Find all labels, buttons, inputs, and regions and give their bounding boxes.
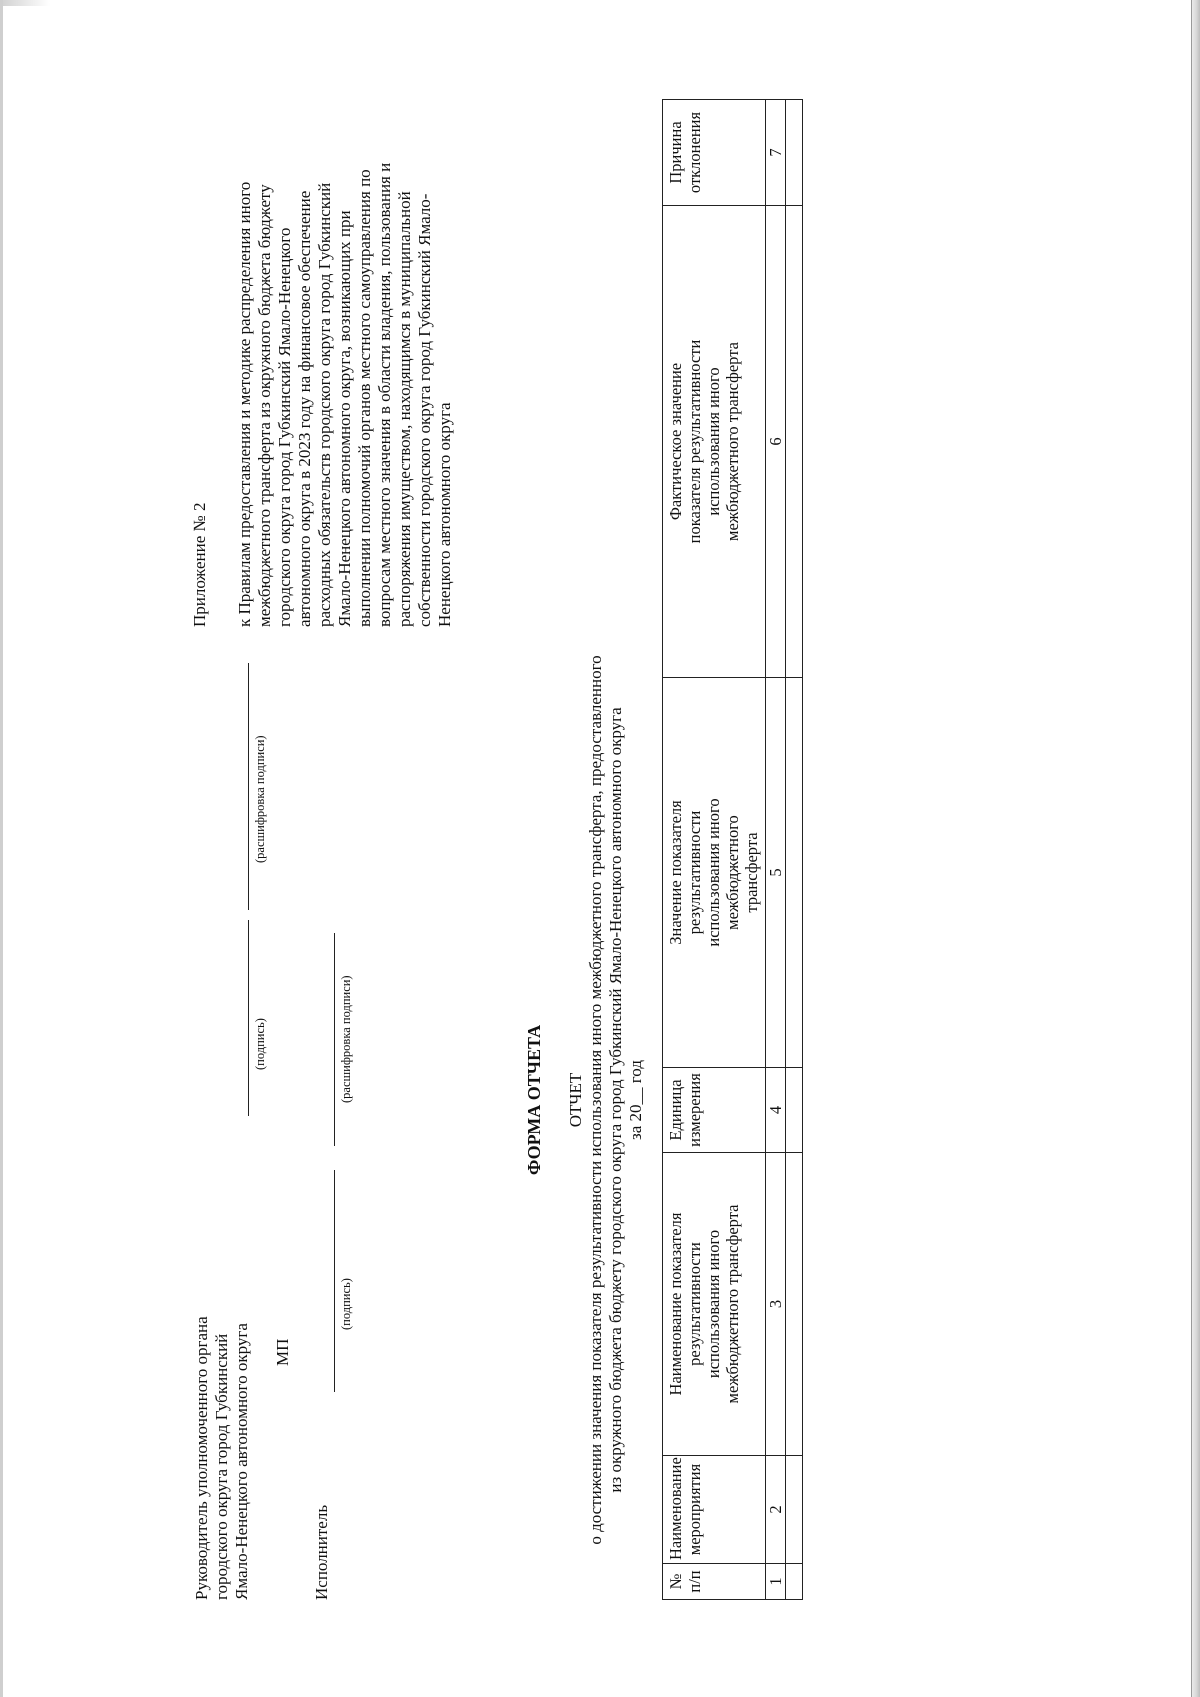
head-line: городского округа город Губкинский — [212, 1333, 231, 1600]
header-cell-event-name: Наименование мероприятия — [663, 1456, 766, 1564]
column-number: 6 — [766, 206, 786, 678]
empty-cell — [786, 678, 803, 1068]
rules-line: расходных обязательств городского округа город Губкинский — [315, 182, 334, 627]
report-subtitle-line: за 20__ год — [626, 1060, 645, 1140]
column-number: 4 — [766, 1068, 786, 1153]
rules-line: к Правилам предоставления и методике распределения иного — [235, 181, 254, 627]
empty-cell — [786, 1456, 803, 1564]
scan-corner-artifact — [0, 0, 50, 6]
rules-line: межбюджетного трансферта из окружного бюджета бюджету — [255, 184, 274, 627]
rules-line: распоряжения имуществом, находящимся в муниципальной — [395, 191, 414, 627]
table-empty-row — [786, 100, 803, 1600]
empty-cell — [786, 1153, 803, 1456]
report-subtitle-line: о достижении значения показателя результативности использования иного межбюджетного трансферта, предоставленного — [586, 655, 605, 1545]
header-cell-unit: Единица измерения — [663, 1068, 766, 1153]
report-table — [662, 99, 803, 1600]
empty-cell — [786, 1068, 803, 1153]
rules-line: автономного округа в 2023 году на финансовое обеспечение — [295, 190, 314, 627]
column-number: 5 — [766, 678, 786, 1068]
rules-line: вопросам местного значения в области владения, пользования и — [375, 162, 394, 627]
empty-cell — [786, 100, 803, 206]
rotated-document-page — [172, 0, 1200, 1600]
table-header-row — [663, 100, 766, 1600]
head-line: Руководитель уполномоченного органа — [192, 1316, 211, 1600]
head-signature-line — [248, 920, 249, 1116]
form-title: ФОРМА ОТЧЕТА — [524, 1024, 544, 1176]
report-subtitle-line: из окружного бюджета бюджету городского округа город Губкинский Ямало-Ненецкого автономного округа — [606, 707, 625, 1493]
head-signature-label: (подпись) — [253, 1018, 267, 1070]
rules-line: собственности городского округа город Губкинский Ямало- — [415, 193, 434, 627]
column-number: 7 — [766, 100, 786, 206]
header-cell-indicator-value: Значение показателя результативности использования иного межбюджетного трансферта — [663, 678, 766, 1068]
table-column-number-row — [766, 100, 786, 1600]
executor-signature-label: (подпись) — [339, 1278, 353, 1330]
head-line: Ямало-Ненецкого автономного округа — [232, 1323, 251, 1600]
appendix-title: Приложение № 2 — [190, 502, 209, 627]
scan-left-edge — [0, 0, 3, 1697]
report-title: ОТЧЕТ — [566, 1072, 585, 1128]
rules-line: городского округа город Губкинский Ямало-Ненецкого — [275, 227, 294, 627]
head-transcript-label: (расшифровка подписи) — [253, 735, 267, 863]
head-transcript-line — [248, 663, 249, 910]
report-heading — [566, 600, 646, 1600]
rules-line: Ненецкого автономного округа — [435, 402, 454, 627]
column-number: 3 — [766, 1153, 786, 1456]
executor-transcript-label: (расшифровка подписи) — [339, 975, 353, 1103]
empty-cell — [786, 1564, 803, 1600]
executor-transcript-line — [334, 933, 335, 1146]
header-cell-deviation-reason: Причина отклонения — [663, 100, 766, 206]
executor-label: Исполнитель — [312, 1504, 331, 1600]
executor-signature-line — [334, 1170, 335, 1392]
column-number: 1 — [766, 1564, 786, 1600]
rules-reference — [235, 163, 455, 627]
header-cell-indicator-name: Наименование показателя результативности использования иного межбюджетного трансферта — [663, 1153, 766, 1456]
empty-cell — [786, 206, 803, 678]
rules-line: Ямало-Ненецкого автономного округа, возникающих при — [335, 210, 354, 627]
stamp-label: МП — [273, 1338, 292, 1366]
header-cell-actual-value: Фактическое значение показателя результативности использования иного межбюджетного трансферта — [663, 206, 766, 678]
header-cell-number: № п/п — [663, 1564, 766, 1600]
signature-head-block — [192, 1316, 252, 1600]
rules-line: выполнении полномочий органов местного самоуправления по — [355, 169, 374, 627]
column-number: 2 — [766, 1456, 786, 1564]
